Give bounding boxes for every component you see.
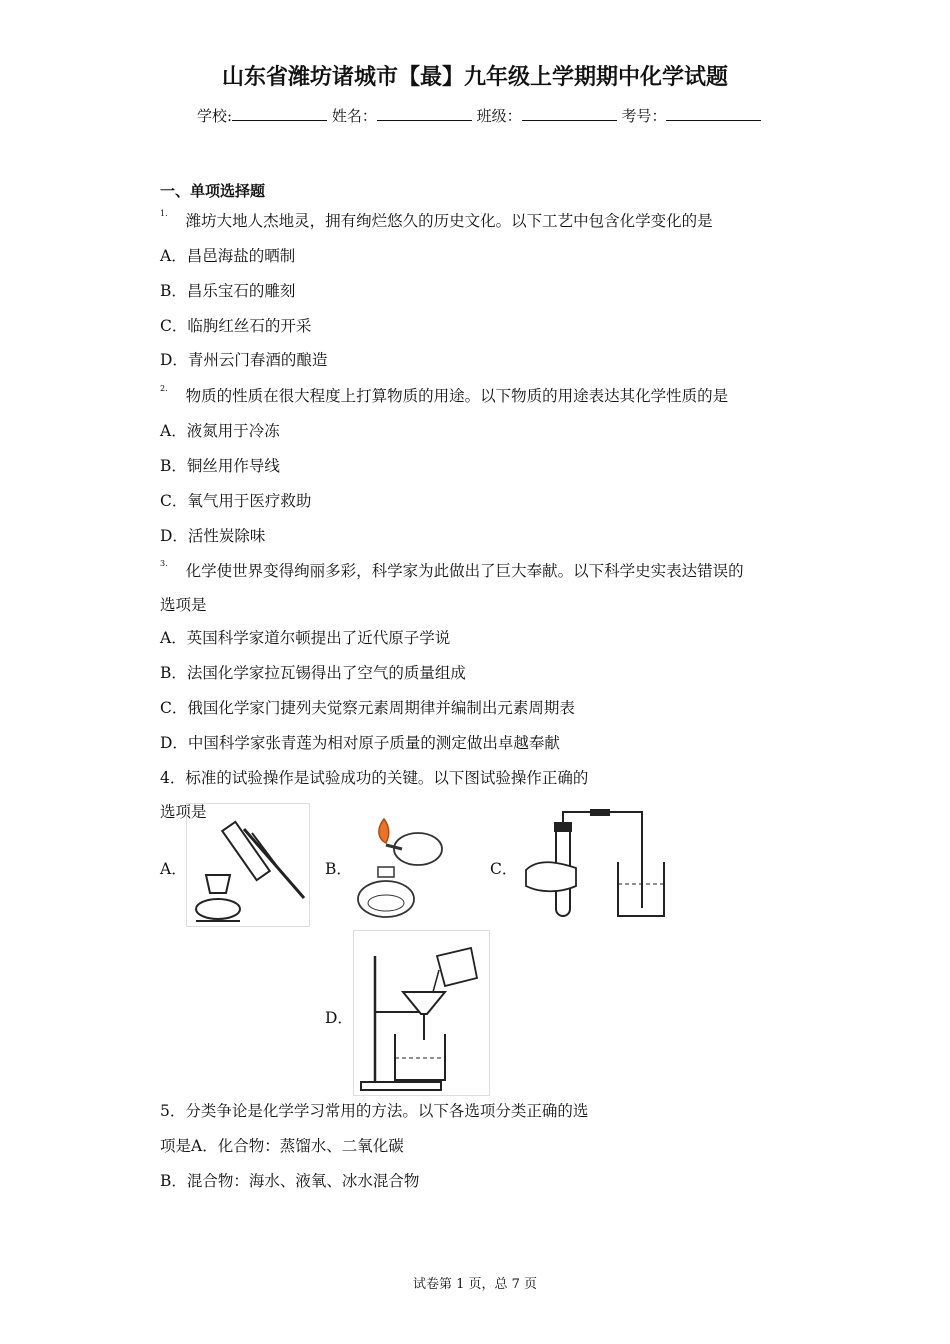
name-blank[interactable] <box>377 106 472 121</box>
class-label: 班级： <box>476 107 522 125</box>
q1-option-b[interactable]: B．昌乐宝石的雕刻 <box>160 282 296 300</box>
q4-option-c-label[interactable]: C． <box>490 860 518 878</box>
figure-a-heating-test-tube[interactable] <box>186 803 310 927</box>
glass-rod <box>433 970 439 992</box>
q3-option-d[interactable]: D．中国科学家张青莲为相对原子质量的测定做出卓越奉献 <box>160 734 560 752</box>
exam-no-blank[interactable] <box>666 106 761 121</box>
q2-option-d[interactable]: D．活性炭除味 <box>160 527 266 545</box>
q4-option-b-label[interactable]: B． <box>325 860 352 878</box>
question-number: 3. <box>160 559 168 568</box>
q1-option-a[interactable]: A．昌邑海盐的晒制 <box>160 247 296 265</box>
q2-option-a[interactable]: A．液氮用于冷冻 <box>160 422 280 440</box>
student-info-line <box>197 105 761 126</box>
figure-d-filtration[interactable] <box>353 930 490 1096</box>
lamp-neck <box>378 867 394 877</box>
question-text: 化学使世界变得绚丽多彩，科学家为此做出了巨大奉献。以下科学史实表达错误的 <box>185 562 744 580</box>
figure-c-airtightness-check[interactable] <box>518 808 666 920</box>
q3-option-a[interactable]: A．英国科学家道尔顿提出了近代原子学说 <box>160 629 451 647</box>
q5-option-b[interactable]: B．混合物：海水、液氧、冰水混合物 <box>160 1172 420 1190</box>
stand-base <box>361 1082 441 1090</box>
q1-option-d[interactable]: D．青州云门春酒的酿造 <box>160 351 328 369</box>
hand <box>526 862 576 891</box>
paper-title: 山东省潍坊诸城市【最】九年级上学期期中化学试题 <box>221 65 728 90</box>
question-text: 物质的性质在很大程度上打算物质的用途。以下物质的用途表达其化学性质的是 <box>185 387 729 405</box>
class-blank[interactable] <box>522 106 617 121</box>
exam-no-label: 考号： <box>621 107 667 125</box>
question-2 <box>160 384 728 406</box>
q2-option-c[interactable]: C．氧气用于医疗救助 <box>160 492 312 510</box>
page-footer: 试卷第 1 页，总 7 页 <box>412 1277 538 1292</box>
q3-option-b[interactable]: B．法国化学家拉瓦锡得出了空气的质量组成 <box>160 664 466 682</box>
q1-option-c[interactable]: C．临朐红丝石的开采 <box>160 317 312 335</box>
section-heading: 一、单项选择题 <box>160 182 266 200</box>
figure-b-lighting-lamp[interactable] <box>346 813 452 921</box>
glass-tube-up <box>563 812 592 822</box>
q4-option-a-label[interactable]: A． <box>160 860 187 878</box>
school-blank[interactable] <box>232 106 327 121</box>
question-3 <box>160 559 744 581</box>
question-1 <box>160 209 713 231</box>
school-label: 学校: <box>197 107 233 125</box>
q4-option-d-label[interactable]: D． <box>325 1009 353 1027</box>
lamp-body <box>358 881 414 917</box>
receiving-beaker <box>395 1034 445 1080</box>
glass-tube-down <box>610 812 642 908</box>
name-label: 姓名： <box>331 107 377 125</box>
q3-option-c[interactable]: C．俄国化学家门捷列夫觉察元素周期律并编制出元素周期表 <box>160 699 575 717</box>
alcohol-lamp-base <box>196 899 240 919</box>
question-3-continued: 选项是 <box>160 596 207 614</box>
question-5: 5．分类争论是化学学习常用的方法。以下各选项分类正确的选 <box>160 1102 589 1120</box>
question-4-continued: 选项是 <box>160 803 207 821</box>
question-4: 4．标准的试验操作是试验成功的关键。以下图试验操作正确的 <box>160 769 589 787</box>
question-number: 2. <box>160 384 168 393</box>
question-text: 潍坊大地人杰地灵，拥有绚烂悠久的历史文化。以下工艺中包含化学变化的是 <box>185 212 713 230</box>
flame <box>379 819 389 843</box>
question-number: 1. <box>160 209 168 218</box>
rubber-stopper <box>554 822 572 832</box>
pouring-beaker <box>437 948 477 986</box>
q2-option-b[interactable]: B．铜丝用作导线 <box>160 457 280 475</box>
alcohol-lamp-top <box>206 875 230 893</box>
funnel <box>403 992 445 1014</box>
rubber-connector <box>590 809 610 816</box>
question-5-continued-option-a[interactable]: 项是A．化合物：蒸馏水、二氧化碳 <box>160 1137 404 1155</box>
